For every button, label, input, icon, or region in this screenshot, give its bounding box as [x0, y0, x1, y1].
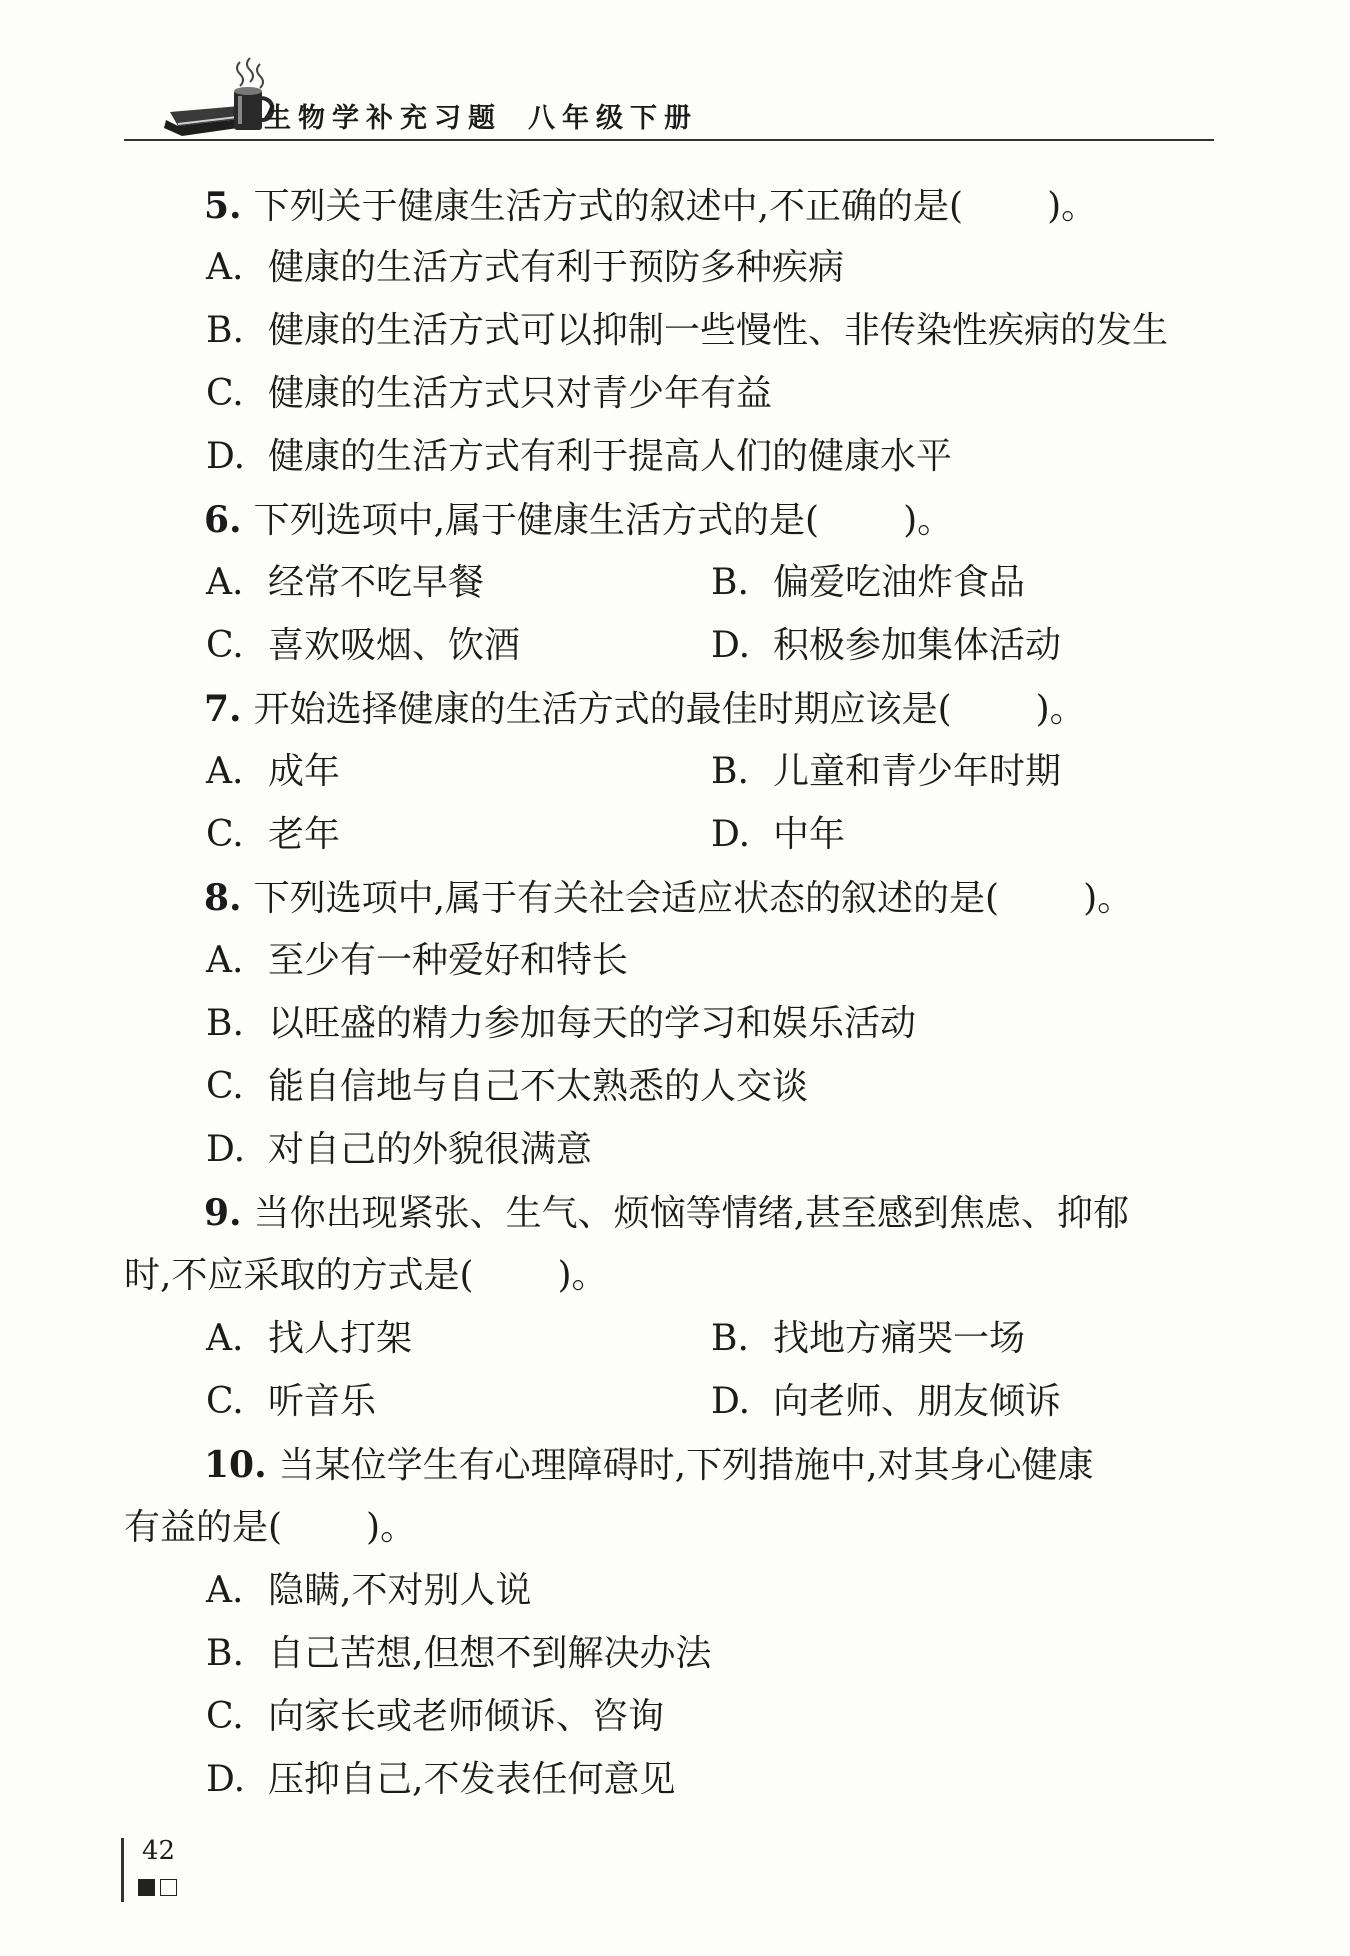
question-text-end: )。	[1047, 186, 1098, 227]
question-8-option-b	[206, 1002, 916, 1046]
option-letter: C.	[206, 373, 244, 414]
question-10-stem-continued	[124, 1506, 416, 1550]
option-text: 听音乐	[268, 1381, 377, 1422]
option-letter: D.	[206, 1129, 246, 1170]
filled-square-icon	[138, 1879, 155, 1896]
option-text: 喜欢吸烟、饮酒	[268, 625, 521, 666]
question-5-option-b	[206, 309, 1168, 353]
option-letter: B.	[206, 310, 244, 351]
question-9-stem-continued	[124, 1254, 608, 1298]
question-text-end: )。	[1035, 689, 1086, 730]
option-letter: C.	[206, 1381, 244, 1422]
question-text: 当某位学生有心理障碍时,下列措施中,对其身心健康	[278, 1445, 1094, 1486]
option-text: 自己苦想,但想不到解决办法	[268, 1633, 712, 1674]
question-number: 10.	[204, 1444, 267, 1486]
option-text: 向家长或老师倾诉、咨询	[268, 1696, 665, 1737]
option-letter: A.	[206, 940, 244, 981]
option-text: 健康的生活方式有利于预防多种疾病	[268, 247, 845, 288]
option-letter: A.	[206, 247, 244, 288]
option-letter: D.	[206, 1759, 246, 1800]
option-text: 中年	[773, 814, 846, 855]
question-number: 9.	[204, 1192, 242, 1234]
question-6-stem	[204, 498, 953, 543]
option-text: 健康的生活方式只对青少年有益	[268, 373, 773, 414]
option-text: 对自己的外貌很满意	[268, 1129, 593, 1170]
option-letter: B.	[711, 1318, 749, 1359]
question-text: 下列关于健康生活方式的叙述中,不正确的是(	[253, 186, 964, 227]
option-letter: A.	[206, 751, 244, 792]
option-text: 隐瞒,不对别人说	[268, 1570, 532, 1611]
option-letter: D.	[711, 814, 751, 855]
option-text: 偏爱吃油炸食品	[773, 562, 1026, 603]
question-text-end: )。	[1083, 878, 1134, 919]
option-letter: C.	[206, 1696, 244, 1737]
option-letter: B.	[711, 562, 749, 603]
option-letter: C.	[206, 814, 244, 855]
question-7-option-d	[711, 813, 845, 857]
question-8-option-a	[206, 939, 628, 983]
option-letter: D.	[711, 625, 751, 666]
question-10-option-b	[206, 1632, 711, 1676]
option-letter: C.	[206, 625, 244, 666]
question-6-option-b	[711, 561, 1025, 605]
page-number: 42	[142, 1836, 176, 1866]
option-text: 向老师、朋友倾诉	[773, 1381, 1062, 1422]
option-text: 找地方痛哭一场	[773, 1318, 1026, 1359]
question-text-end: )。	[366, 1507, 417, 1548]
option-text: 成年	[268, 751, 341, 792]
question-5-option-d	[206, 435, 952, 479]
option-letter: D.	[206, 436, 246, 477]
option-letter: B.	[711, 751, 749, 792]
question-9-option-b	[711, 1317, 1025, 1361]
question-7-option-b	[711, 750, 1061, 794]
option-letter: D.	[711, 1381, 751, 1422]
page-header	[124, 52, 1214, 142]
question-9-option-d	[711, 1380, 1061, 1424]
question-5-option-a	[206, 246, 844, 290]
question-9-stem	[204, 1191, 1129, 1236]
question-text-end: )。	[557, 1255, 608, 1296]
option-text: 经常不吃早餐	[268, 562, 485, 603]
question-text-end: )。	[903, 500, 954, 541]
option-text: 以旺盛的精力参加每天的学习和娱乐活动	[268, 1003, 917, 1044]
option-letter: A.	[206, 1318, 244, 1359]
option-letter: B.	[206, 1633, 244, 1674]
question-10-option-d	[206, 1758, 675, 1802]
option-text: 找人打架	[268, 1318, 413, 1359]
question-number: 7.	[204, 688, 242, 730]
question-number: 5.	[204, 185, 242, 227]
option-letter: A.	[206, 1570, 244, 1611]
option-text: 老年	[268, 814, 341, 855]
option-text: 积极参加集体活动	[773, 625, 1062, 666]
option-text: 儿童和青少年时期	[773, 751, 1062, 792]
question-text: 下列选项中,属于健康生活方式的是(	[253, 500, 820, 541]
question-10-stem	[204, 1443, 1094, 1488]
question-10-option-c	[206, 1695, 664, 1739]
question-7-option-c	[206, 813, 340, 857]
question-text: 开始选择健康的生活方式的最佳时期应该是(	[253, 689, 952, 730]
question-8-option-d	[206, 1128, 592, 1172]
question-5-option-c	[206, 372, 772, 416]
question-number: 8.	[204, 877, 242, 919]
question-text: 有益的是(	[124, 1507, 283, 1548]
question-9-option-c	[206, 1380, 376, 1424]
option-text: 至少有一种爱好和特长	[268, 940, 629, 981]
question-7-stem	[204, 687, 1086, 732]
question-8-option-c	[206, 1065, 808, 1109]
question-number: 6.	[204, 499, 242, 541]
question-6-option-d	[711, 624, 1061, 668]
footer-bar	[121, 1838, 124, 1902]
question-9-option-a	[206, 1317, 412, 1361]
option-text: 健康的生活方式可以抑制一些慢性、非传染性疾病的发生	[268, 310, 1169, 351]
question-6-option-c	[206, 624, 520, 668]
option-letter: C.	[206, 1066, 244, 1107]
question-text: 时,不应采取的方式是(	[124, 1255, 474, 1296]
option-text: 压抑自己,不发表任何意见	[268, 1759, 676, 1800]
empty-square-icon	[160, 1879, 177, 1896]
question-7-option-a	[206, 750, 340, 794]
grade-label: 八年级下册	[528, 103, 698, 134]
question-8-stem	[204, 876, 1133, 921]
question-10-option-a	[206, 1569, 531, 1613]
question-5-stem	[204, 184, 1097, 229]
question-text: 下列选项中,属于有关社会适应状态的叙述的是(	[253, 878, 1000, 919]
option-letter: B.	[206, 1003, 244, 1044]
header-rule	[124, 139, 1214, 141]
option-letter: A.	[206, 562, 244, 603]
option-text: 能自信地与自己不太熟悉的人交谈	[268, 1066, 809, 1107]
header-title	[264, 96, 698, 135]
question-text: 当你出现紧张、生气、烦恼等情绪,甚至感到焦虑、抑郁	[253, 1193, 1130, 1234]
book-title: 生物学补充习题	[264, 103, 502, 134]
question-6-option-a	[206, 561, 484, 605]
option-text: 健康的生活方式有利于提高人们的健康水平	[268, 436, 953, 477]
